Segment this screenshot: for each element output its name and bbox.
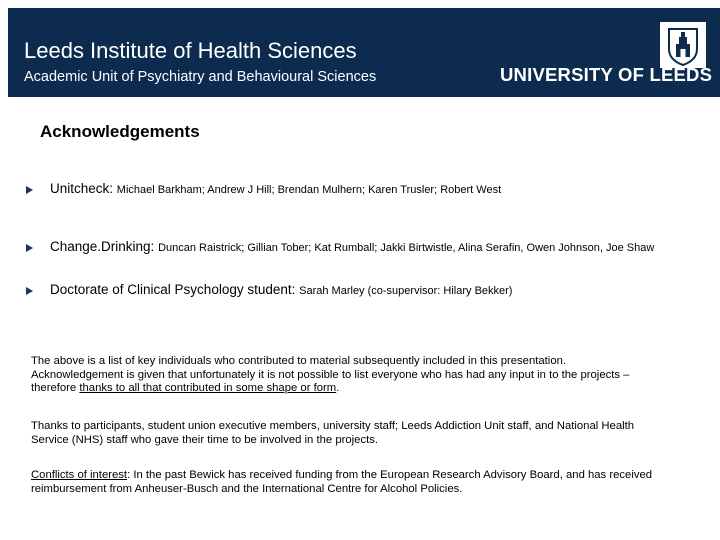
paragraph-line: Conflicts of interest: In the past Bewick has received funding from the European Research Advisory Board, and has received: [31, 469, 653, 481]
university-crest-icon: [660, 22, 706, 68]
paragraph-line: The above is a list of key individuals who contributed to material subsequently included in this presentation.: [31, 355, 567, 367]
bullet-arrow-icon: [26, 287, 33, 295]
conflicts-label: Conflicts of interest: [31, 469, 128, 481]
institute-title: Leeds Institute of Health Sciences: [24, 38, 357, 63]
bullet-arrow-icon: [26, 186, 33, 194]
contributor-names: Duncan Raistrick; Gillian Tober; Kat Rumball; Jakki Birtwistle, Alina Serafin, Owen Johnson, Joe Shaw: [158, 242, 655, 254]
paragraph-line: Service (NHS) staff who gave their time to be involved in the projects.: [31, 433, 379, 446]
page-title: Acknowledgements: [40, 122, 200, 141]
thanks-paragraph: [31, 420, 691, 447]
conflicts-paragraph: [31, 469, 691, 496]
bullet-arrow-icon: [26, 244, 33, 252]
university-name: UNIVERSITY OF LEEDS: [500, 64, 713, 85]
contributor-names: Sarah Marley (co-supervisor: Hilary Bekker): [299, 285, 513, 297]
contributor-names: Michael Barkham; Andrew J Hill; Brendan Mulhern; Karen Trusler; Robert West: [116, 184, 502, 196]
key-individuals-paragraph: [31, 355, 691, 396]
underlined-thanks: thanks to all that contributed in some shape or form: [79, 382, 337, 394]
paragraph-line: reimbursement from Anheuser-Busch and the International Centre for Alcohol Policies.: [31, 482, 463, 495]
paragraph-line: Acknowledgement is given that unfortunately it is not possible to list everyone who has had any input in to the projects –: [31, 368, 630, 381]
project-name: Doctorate of Clinical Psychology student:: [50, 282, 296, 297]
paragraph-line: therefore thanks to all that contributed in some shape or form.: [31, 382, 340, 394]
unit-subtitle: Academic Unit of Psychiatry and Behavioural Sciences: [24, 69, 377, 85]
header-banner: [8, 8, 720, 97]
paragraph-line: Thanks to participants, student union executive members, university staff; Leeds Addiction Unit staff, and National Health: [31, 420, 635, 432]
project-name: Change.Drinking:: [50, 239, 155, 254]
project-name: Unitcheck:: [50, 181, 114, 196]
